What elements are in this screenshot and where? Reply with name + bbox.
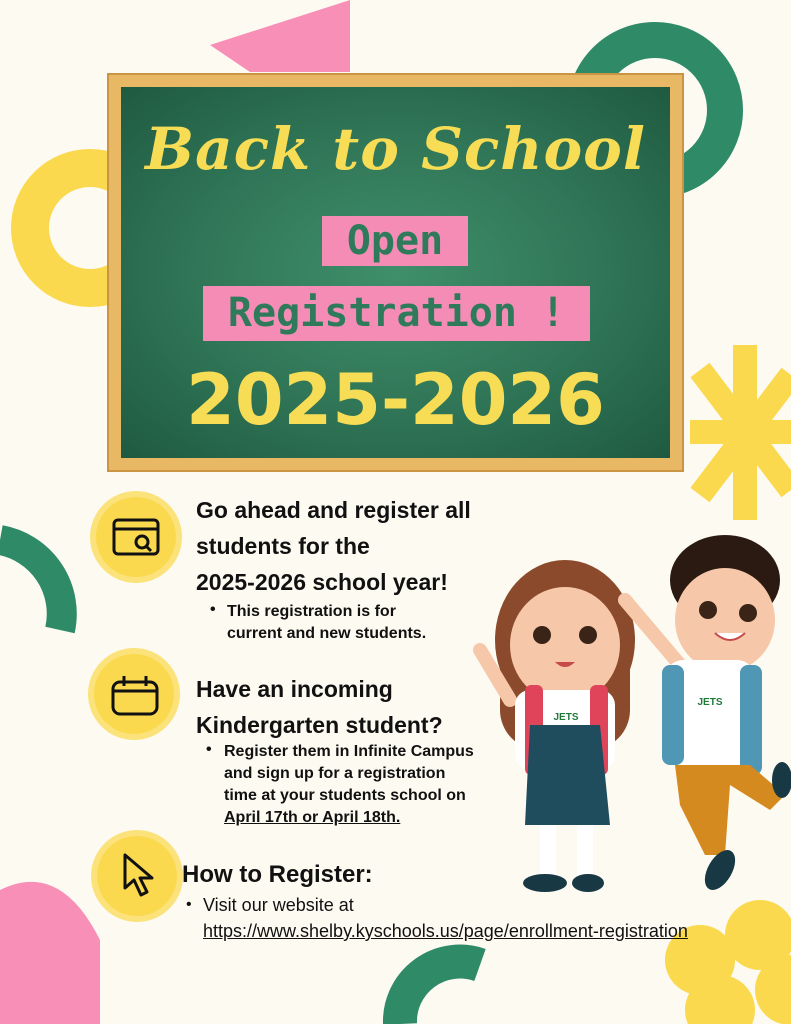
board-title: Back to School [145, 115, 646, 183]
section3-bullet: Visit our website at [203, 895, 354, 915]
bullet-dot: • [210, 601, 216, 618]
cursor-icon [122, 852, 158, 898]
chalkboard-surface [121, 87, 670, 458]
green-arc-bottom [400, 962, 480, 1024]
bullet-line: This registration is for [227, 603, 396, 620]
calendar-icon [110, 674, 160, 716]
heading-line: students for the [196, 533, 370, 559]
bullet-line: time at your students school on [224, 787, 466, 804]
section2-bullet [224, 741, 474, 829]
pink-triangle [210, 0, 350, 72]
section1-heading [196, 492, 471, 600]
chalkboard [107, 73, 684, 472]
shirt-logo: JETS [697, 697, 723, 708]
browser-search-icon [112, 518, 160, 558]
yellow-flower [665, 900, 791, 1024]
enrollment-registration-link[interactable]: https://www.shelby.kyschools.us/page/enrollment-registration [203, 921, 688, 941]
bullet-line: and sign up for a registration [224, 765, 446, 782]
green-arc-left [0, 540, 62, 630]
date-text: April 17th or April 18th. [224, 809, 401, 826]
section2-heading [196, 671, 443, 743]
shirt-logo: JETS [553, 712, 579, 723]
pink-quarter-circle [0, 882, 100, 1024]
registration-dates [224, 807, 474, 829]
bullet-line: current and new students. [227, 625, 427, 642]
heading-line: 2025-2026 school year! [196, 569, 448, 595]
section1-bullet [227, 601, 426, 645]
section3-heading: How to Register: [182, 861, 373, 888]
bullet-dot: • [186, 896, 192, 913]
yellow-asterisk [690, 345, 791, 520]
board-registration-label: Registration ! [203, 286, 590, 341]
boy-illustration [610, 525, 791, 905]
bullet-line: Register them in Infinite Campus [224, 743, 474, 760]
board-open-label: Open [322, 216, 468, 266]
heading-line: Go ahead and register all [196, 497, 471, 523]
heading-line: Have an incoming [196, 676, 393, 702]
board-year: 2025-2026 [186, 359, 605, 441]
heading-line: Kindergarten student? [196, 712, 443, 738]
bullet-dot: • [206, 741, 212, 758]
